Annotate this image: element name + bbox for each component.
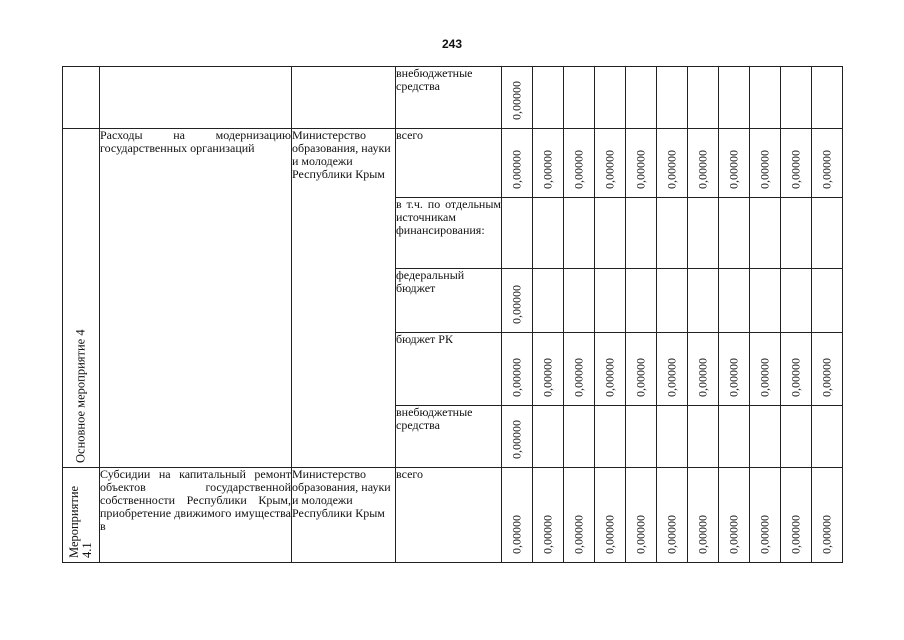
executor-cell bbox=[292, 67, 396, 129]
value-cell: 0,00000 bbox=[688, 129, 719, 198]
table-row bbox=[63, 67, 843, 129]
table-row bbox=[63, 129, 843, 198]
value-cell bbox=[750, 198, 781, 269]
value-cell bbox=[688, 67, 719, 129]
value-cell: 0,00000 bbox=[812, 333, 843, 406]
value-cell: 0,00000 bbox=[750, 333, 781, 406]
value-cell bbox=[750, 406, 781, 468]
value-cell bbox=[533, 406, 564, 468]
financing-table bbox=[62, 66, 843, 563]
source-cell: внебюджетные средства bbox=[396, 67, 502, 129]
value-cell: 0,00000 bbox=[688, 468, 719, 563]
value-cell bbox=[781, 406, 812, 468]
activity-executor: Министерство образования, науки и молодежи Республики Крым bbox=[292, 129, 396, 468]
value-cell: 0,00000 bbox=[781, 468, 812, 563]
source-cell: всего bbox=[396, 129, 502, 198]
value-cell bbox=[564, 269, 595, 333]
source-cell: бюджет РК bbox=[396, 333, 502, 406]
activity-executor: Министерство образования, науки и молодежи Республики Крым bbox=[292, 468, 396, 563]
name-cell bbox=[100, 67, 292, 129]
value-cell: 0,00000 bbox=[595, 333, 626, 406]
value-cell: 0,00000 bbox=[657, 129, 688, 198]
value-cell bbox=[595, 269, 626, 333]
value-cell: 0,00000 bbox=[595, 468, 626, 563]
value-cell bbox=[781, 198, 812, 269]
value-cell: 0,00000 bbox=[564, 468, 595, 563]
value-cell bbox=[812, 406, 843, 468]
value-cell bbox=[812, 198, 843, 269]
value-cell bbox=[626, 198, 657, 269]
value-cell bbox=[657, 269, 688, 333]
value-cell bbox=[688, 198, 719, 269]
value-cell bbox=[812, 269, 843, 333]
value-cell bbox=[626, 269, 657, 333]
value-cell: 0,00000 bbox=[719, 129, 750, 198]
value-cell bbox=[626, 67, 657, 129]
value-cell bbox=[626, 406, 657, 468]
value-cell bbox=[502, 198, 533, 269]
value-cell: 0,00000 bbox=[533, 129, 564, 198]
value-cell: 0,00000 bbox=[781, 333, 812, 406]
value-cell bbox=[657, 67, 688, 129]
value-cell bbox=[595, 198, 626, 269]
value-cell: 0,00000 bbox=[812, 129, 843, 198]
value-cell bbox=[750, 269, 781, 333]
source-cell: всего bbox=[396, 468, 502, 563]
label-cell bbox=[63, 67, 100, 129]
value-cell bbox=[719, 198, 750, 269]
value-cell: 0,00000 bbox=[533, 468, 564, 563]
value-cell: 0,00000 bbox=[502, 333, 533, 406]
value-cell: 0,00000 bbox=[595, 129, 626, 198]
value-cell: 0,00000 bbox=[502, 406, 533, 468]
value-cell bbox=[688, 406, 719, 468]
value-cell bbox=[595, 406, 626, 468]
activity-label: Мероприятие 4.1 bbox=[67, 485, 94, 558]
value-cell bbox=[781, 67, 812, 129]
activity-label-cell bbox=[63, 129, 100, 468]
value-cell: 0,00000 bbox=[502, 468, 533, 563]
value-cell bbox=[750, 67, 781, 129]
value-cell: 0,00000 bbox=[626, 468, 657, 563]
activity-name: Расходы на модернизацию государственных организаций bbox=[100, 129, 292, 468]
value-cell bbox=[719, 67, 750, 129]
value-cell: 0,00000 bbox=[719, 468, 750, 563]
source-cell: федеральный бюджет bbox=[396, 269, 502, 333]
value-cell: 0,00000 bbox=[626, 333, 657, 406]
page-number: 243 bbox=[441, 37, 463, 51]
value-cell bbox=[781, 269, 812, 333]
table-body bbox=[63, 67, 843, 563]
value-cell: 0,00000 bbox=[502, 129, 533, 198]
value-cell bbox=[533, 269, 564, 333]
value-cell bbox=[564, 406, 595, 468]
value-cell bbox=[657, 406, 688, 468]
value-cell: 0,00000 bbox=[688, 333, 719, 406]
value-cell bbox=[533, 198, 564, 269]
value-cell: 0,00000 bbox=[719, 333, 750, 406]
value-cell bbox=[719, 269, 750, 333]
value-cell: 0,00000 bbox=[781, 129, 812, 198]
value-cell bbox=[688, 269, 719, 333]
value-cell bbox=[564, 67, 595, 129]
value-cell: 0,00000 bbox=[750, 129, 781, 198]
value-cell bbox=[657, 198, 688, 269]
value-cell bbox=[812, 67, 843, 129]
value-cell bbox=[564, 198, 595, 269]
value-cell: 0,00000 bbox=[564, 333, 595, 406]
source-cell: внебюджетные средства bbox=[396, 406, 502, 468]
value-cell bbox=[719, 406, 750, 468]
value-cell: 0,00000 bbox=[533, 333, 564, 406]
value-cell: 0,00000 bbox=[626, 129, 657, 198]
value-cell: 0,00000 bbox=[812, 468, 843, 563]
value-cell bbox=[595, 67, 626, 129]
activity-name: Субсидии на капитальный ремонт объектов государственной собственности Республики Крым, приобретение движимого имущества в bbox=[100, 468, 292, 563]
value-cell: 0,00000 bbox=[750, 468, 781, 563]
activity-label-cell bbox=[63, 468, 100, 563]
table-row bbox=[63, 468, 843, 563]
value-cell bbox=[533, 67, 564, 129]
value-cell: 0,00000 bbox=[564, 129, 595, 198]
source-cell: в т.ч. по отдельным источникам финансирования: bbox=[396, 198, 502, 269]
activity-label: Основное мероприятие 4 bbox=[73, 329, 88, 463]
value-cell: 0,00000 bbox=[502, 67, 533, 129]
value-cell: 0,00000 bbox=[657, 333, 688, 406]
value-cell: 0,00000 bbox=[657, 468, 688, 563]
value-cell: 0,00000 bbox=[502, 269, 533, 333]
